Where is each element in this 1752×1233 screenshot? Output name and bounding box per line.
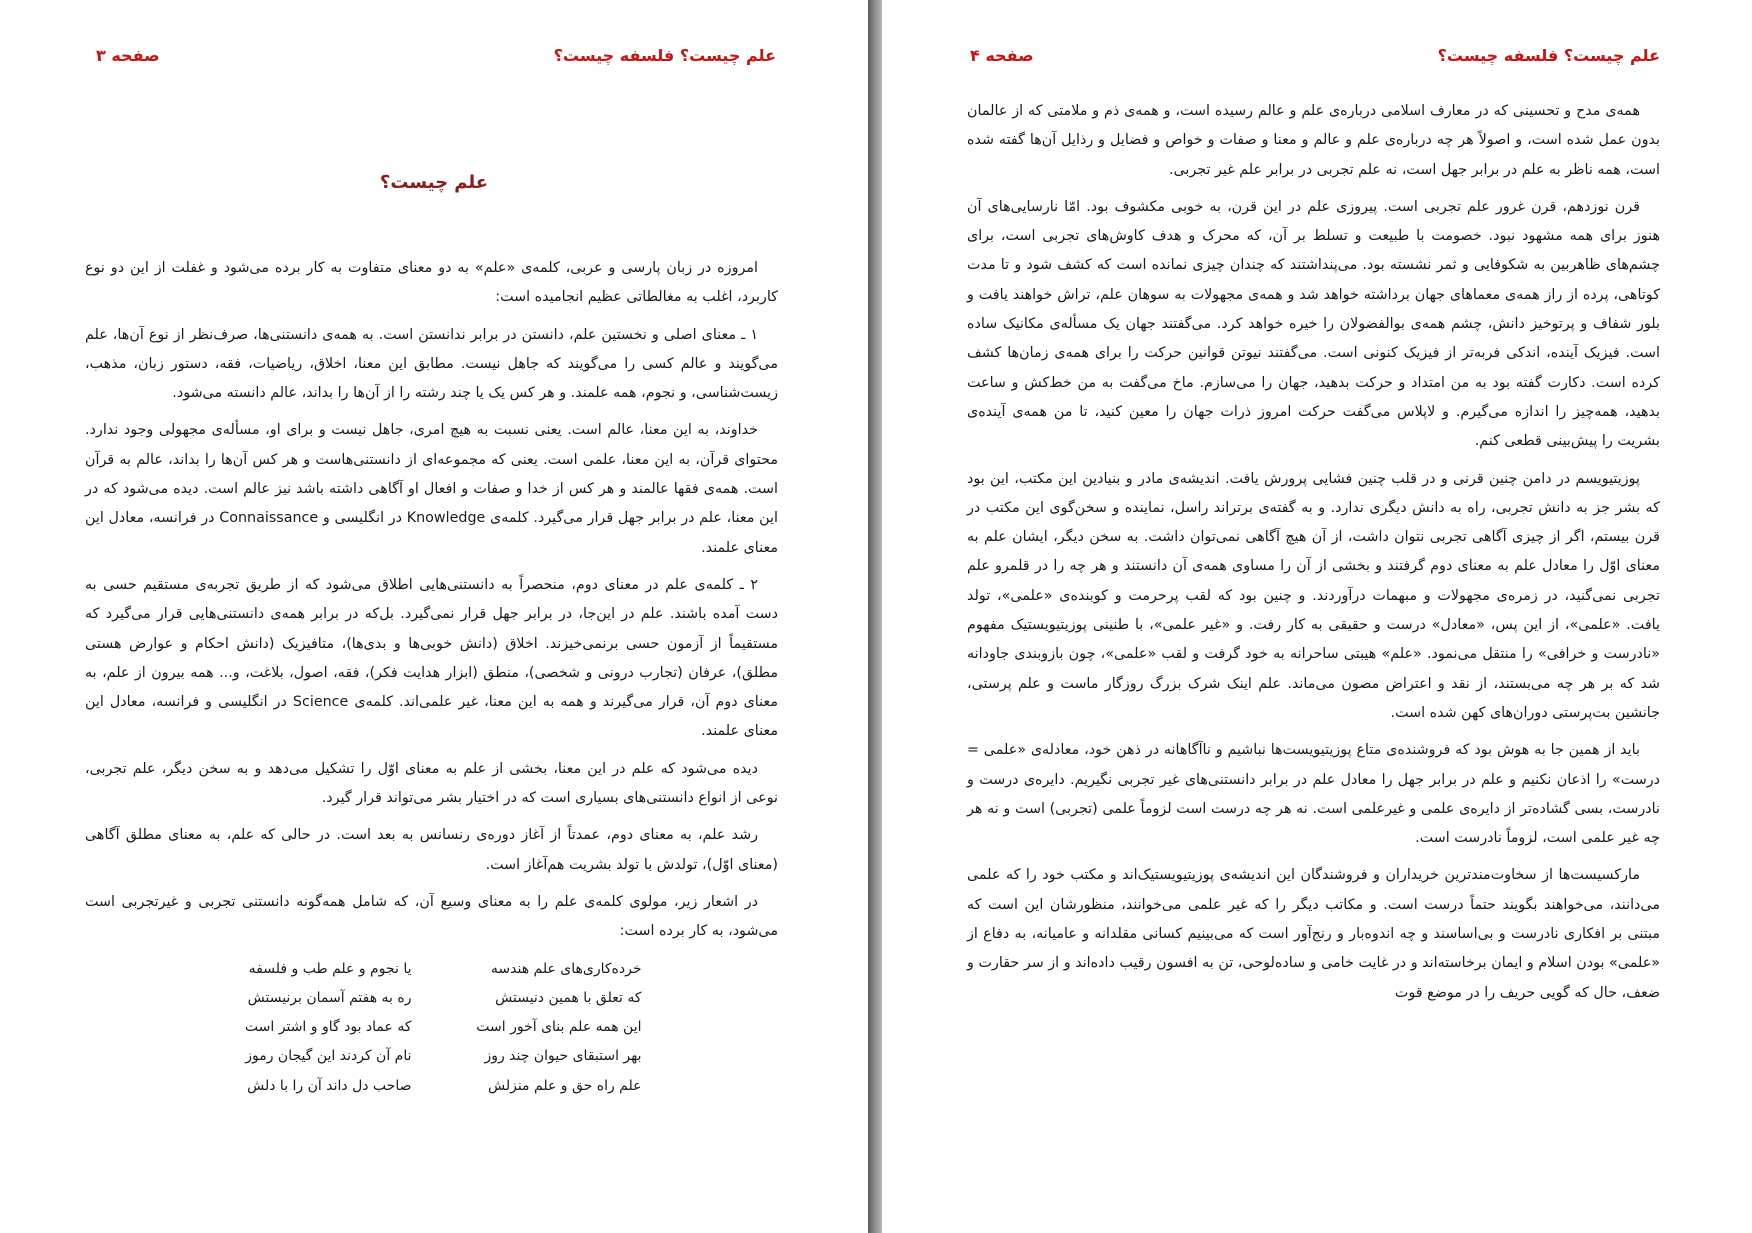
poem-hemistich: ره به هفتم آسمان برنیستش	[247, 989, 412, 1006]
document-page-right	[882, 0, 1752, 1233]
poem-hemistich: صاحب دل داند آن را با دلش	[247, 1077, 412, 1094]
paragraph: امروزه در زبان پارسی و عربی، کلمه‌ی «علم» به دو معنای متفاوت به کار برده می‌شود و غفلت از این دو نوع کاربرد، اغلب به مغالطاتی عظیم انجامیده است:	[85, 260, 778, 306]
page-gutter-divider	[868, 0, 882, 1233]
page-header	[96, 46, 776, 70]
running-title: علم چیست؟ فلسفه چیست؟	[1437, 46, 1660, 65]
poem-hemistich: بهر استبقای حیوان چند روز	[484, 1048, 642, 1065]
paragraph: در اشعار زیر، مولوی کلمه‌ی علم را به معنای وسیع آن، که شامل همه‌گونه دانستنی تجربی و غیرتجربی است می‌شود، به کار برده است:	[85, 893, 778, 940]
page-header	[970, 46, 1660, 70]
paragraph: ۱ ـ معنای اصلی و نخستین علم، دانستن در برابر ندانستن است. به همه‌ی دانستنی‌ها، صرف‌نظر از نوع آن‌ها، علم می‌گویند و عالم کسی را می‌گویند که جاهل نیست. مطابق این معنا، اخلاق، ریاضیات، فقه، دستور زبان، مذهب، زیست‌شناسی، و نجوم، همه علمند. و هر کس یک یا چند رشته را از آن‌ها را بداند، عالم دانسته می‌شود.	[85, 326, 778, 402]
paragraph: ۲ ـ کلمه‌ی علم در معنای دوم، منحصراً به دانستنی‌هایی اطلاق می‌شود که از طریق تجربه‌ی مستقیم حسی به دست آمده باشند. علم در این‌جا، در برابر جهل قرار نمی‌گیرد. بل‌که در برابر همه‌ی دانستنی‌هایی قرار می‌گیرد که مستقیماً از آزمون حسی برنمی‌خیزند. اخلاق (دانش خوبی‌ها و بدی‌ها)، متافیزیک (دانش احکام و عوارض هستی مطلق)، عرفان (تجارب درونی و شخصی)، منطق (ابزار هدایت فکر)، فقه، اصول، بلاغت، و... همه بیرون از علم، به معنای دوم آن، قرار می‌گیرند و همه به این معنا، غیر علمی‌اند. کلمه‌ی Science در انگلیسی و فرانسه، معادل این معنای علمند.	[85, 576, 778, 740]
paragraph: خداوند، به این معنا، عالم است. یعنی نسبت به هیچ امری، جاهل نیست و برای او، مسأله‌ی مجهولی وجود ندارد. محتوای قرآن، به این معنا، علمی است. یعنی که مجموعه‌ای از دانستنی‌هاست و هر کس آن‌ها را بداند، عالم به قرآن است. همه‌ی فقها عالمند و هر کس از خدا و صفات و افعال او آگاهی داشته باشد نیز عالم است. دیده می‌شود که در این معنا، علم در برابر جهل قرار می‌گیرد. کلمه‌ی Knowledge در انگلیسی و Connaissance در فرانسه، معادل این معنای علمند.	[85, 422, 778, 556]
page-body	[85, 254, 778, 1101]
paragraph: همه‌ی مدح و تحسینی که در معارف اسلامی درباره‌ی علم و عالم رسیده است، و همه‌ی ذم و ملامتی که از عالمان بدون عمل شده است، و اصولاً هر چه درباره‌ی علم و عالم و معنا و صفات و خواص و فضایل و رذایل آن‌ها گفته شده است، همه ناظر به علم در برابر جهل است، نه علم تجربی در برابر علم غیر تجربی.	[967, 103, 1660, 178]
page-body	[967, 97, 1660, 1016]
chapter-title: علم چیست؟	[379, 172, 489, 193]
poem-couplet	[222, 984, 642, 1013]
paragraph: مارکسیست‌ها از سخاوت‌مندترین خریداران و فروشندگان این اندیشه‌ی پوزیتیویستیک‌اند و مکتب خود را که علمی می‌دانند، می‌خواهند بگویند حتماً درست است. و مکاتب دیگر را که غیر علمی می‌خوانند، منظورشان این است که مبتنی بر افکاری نادرست و بی‌اساسند و چه اندوه‌بار و رنج‌آور است که می‌بینیم کسانی مقلدانه و عامیانه، به دفاع از «علمی» بودن اسلام و ایمان برخاسته‌اند و در غایت خامی و ساده‌لوحی، تن به افسون رقیب داده‌اند و از سر حقارت و ضعف، حال که گویی حریف را در موضع قوت	[967, 867, 1660, 1001]
page-number: صفحه ۳	[96, 46, 160, 65]
paragraph: قرن نوزدهم، قرن غرور علم تجربی است. پیروزی علم در این قرن، به خوبی مکشوف بود. امّا نارسایی‌های آن هنوز برای همه مشهود نبود. خصومت با طبیعت و تسلط بر آن، که محرک و هدف کاوش‌های تجربی است، برای چشم‌های ظاهربین به شکوفایی و ثمر نشسته بود. می‌پنداشتند که چندان چیزی نمانده است که کشف شود و تا مدت کوتاهی، پرده از راز همه‌ی معماهای جهان برداشته خواهد شد و همه‌ی مجهولات به سوهان علم، تراش خواهند یافت و بلور شفاف و پرتوخیز دانش، چشم همه‌ی بوالفضولان را خیره خواهد کرد. می‌گفتند جهان یک مسأله‌ی مکانیک ساده است. فیزیک آینده، اندکی فربه‌تر از فیزیک کنونی است. می‌گفتند نیوتن قوانین حرکت را برای همه‌ی زمان‌ها کشف کرده است. دکارت گفته بود به من امتداد و حرکت بدهید، جهان را می‌سازم. ماخ می‌گفت به من خط‌کش و ساعت بدهید، همه‌چیز را اندازه می‌گیرم. و لاپلاس می‌گفت حرکت امروز ذرات جهان را معین کنید، تا من همه‌ی آینده‌ی بشریت را پیش‌بینی قطعی کنم.	[967, 198, 1660, 450]
poem-couplet	[222, 955, 642, 984]
poem-hemistich: علم راه حق و علم منزلش	[487, 1077, 642, 1094]
paragraph: رشد علم، به معنای دوم، عمدتاً از آغاز دوره‌ی رنسانس به بعد است. در حالی که علم، به معنای مطلق آگاهی (معنای اوّل)، تولدش با تولد بشریت هم‌آغاز است.	[85, 827, 778, 873]
poem-hemistich: خرده‌کاری‌های علم هندسه	[490, 960, 642, 977]
poem-hemistich: یا نجوم و علم طب و فلسفه	[248, 960, 412, 977]
poem	[222, 955, 642, 1101]
page-number: صفحه ۴	[970, 46, 1034, 65]
paragraph: پوزیتیویسم در دامن چنین قرنی و در قلب چنین فشایی پرورش یافت. اندیشه‌ی مادر و بنیادین این مکتب، این بود که بشر جز به دانش تجربی، راه به دانش دیگری ندارد. و به گفته‌ی برتراند راسل، نماینده و سخن‌گوی این مکتب در قرن بیستم، اگر از چیزی آگاهی تجربی نتوان داشت، از آن هیچ آگاهی نمی‌توان داشت. به سخن دیگر، ایشان علم به معنای اوّل را معادل علم به معنای دوم گرفتند و بخشی از آن را مساوی همه‌ی آن دانستند و هر چه را در قلمرو علم تجربی نمی‌گنید، در زمره‌ی مجهولات و مبهمات درآوردند. و چنین بود که لقب پرحرمت و کوبنده‌ی «علمی»، تولد یافت. «علمی»، از این پس، «معادل» درست و حقیقی به کار رفت. و «غیر علمی»، با طنینی پوزیتیویستیک مفهوم «نادرست و خرافی» را منتقل می‌نمود. «علم» هیبتی ساحرانه به خود گرفت و لقب «علمی»، چون بازوبندی جاودانه شد که بر هر چه می‌بستند، از نقد و اعتراض مصون می‌ماند. علم اینک شرک بزرگ روزگار ماست و علم پرستی، جانشین بت‌پرستی دوران‌های کهن شده است.	[967, 470, 1660, 721]
poem-hemistich: نام آن کردند این گیجان رموز	[245, 1048, 412, 1065]
running-title: علم چیست؟ فلسفه چیست؟	[553, 46, 776, 65]
paragraph: باید از همین جا به هوش بود که فروشنده‌ی متاع پوزیتیویست‌ها نباشیم و ناآگاهانه در ذهن خود، معادله‌ی «علمی = درست» را اذعان نکنیم و علم در برابر جهل را معادل علم در برابر دانستنی‌های غیر تجربی نگیریم. دایره‌ی درست و نادرست، بسی گشاده‌تر از دایره‌ی علمی و غیرعلمی است. نه هر چه درست است لزوماً علمی (تجربی) است و نه هر چه غیر علمی است، لزوماً نادرست است.	[967, 742, 1660, 847]
poem-hemistich: که تعلق با همین دنیستش	[495, 989, 642, 1006]
poem-hemistich: این همه علم بنای آخور است	[476, 1019, 642, 1036]
paragraph: دیده می‌شود که علم در این معنا، بخشی از علم به معنای اوّل را تشکیل می‌دهد و به سخن دیگر، علم تجربی، نوعی از انواع دانستنی‌های بسیاری است که در اختیار بشر می‌تواند قرار گیرد.	[85, 760, 778, 807]
poem-hemistich: که عماد بود گاو و اشتر است	[244, 1019, 412, 1036]
poem-couplet	[222, 1072, 642, 1101]
document-page-left	[0, 0, 868, 1233]
poem-couplet	[222, 1013, 642, 1042]
poem-couplet	[222, 1042, 642, 1071]
